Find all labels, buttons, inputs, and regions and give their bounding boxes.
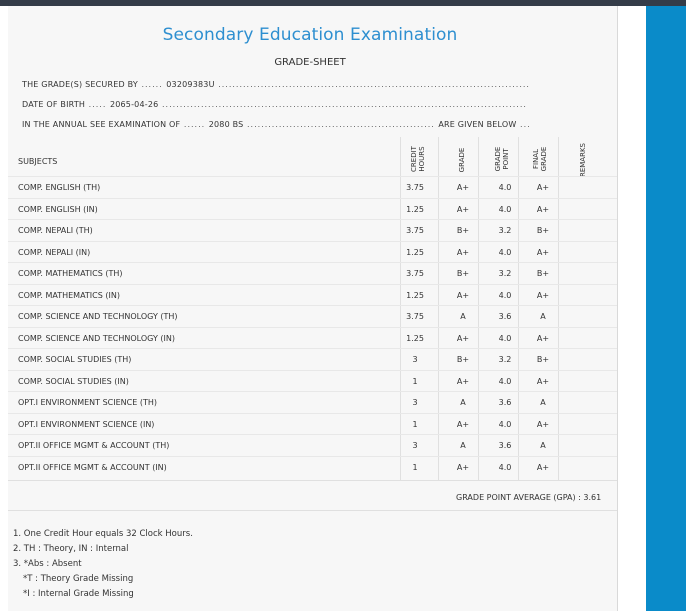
grade-point-cell: 4.0 xyxy=(498,376,512,386)
table-row xyxy=(8,198,617,220)
final-grade-cell: A xyxy=(540,312,546,321)
subject-cell: COMP. ENGLISH (IN) xyxy=(18,204,98,214)
gpa-summary: GRADE POINT AVERAGE (GPA) : 3.61 xyxy=(456,493,602,502)
credit-hours-cell: 3.75 xyxy=(406,269,424,278)
grade-point-cell: 4.0 xyxy=(498,204,512,214)
subject-cell: COMP. ENGLISH (TH) xyxy=(18,183,101,192)
table-row xyxy=(8,391,617,413)
page-title: Secondary Education Examination xyxy=(162,25,458,45)
credit-hours-cell: 3.75 xyxy=(406,183,424,192)
grade-header: GRADE xyxy=(458,147,466,173)
grade-cell: B+ xyxy=(456,269,470,278)
subject-cell: COMP. MATHEMATICS (TH) xyxy=(18,269,123,278)
grade-point-cell: 3.2 xyxy=(498,226,512,235)
exam-label: IN THE ANNUAL SEE EXAMINATION OF xyxy=(22,120,181,129)
final-grade-cell: B+ xyxy=(536,269,550,278)
credit-hours-cell: 3 xyxy=(412,441,418,450)
subject-cell: COMP. SCIENCE AND TECHNOLOGY (TH) xyxy=(18,312,178,321)
table-bottom-line xyxy=(8,480,617,481)
grade-cell: A+ xyxy=(456,247,470,257)
grade-cell: A xyxy=(460,441,466,450)
grade-cell: A xyxy=(460,312,466,321)
grade-point-cell: 3.6 xyxy=(498,398,512,407)
final-grade-cell: B+ xyxy=(536,226,550,235)
note-item: *I : Internal Grade Missing xyxy=(23,589,134,599)
date-of-birth: 2065-04-26 xyxy=(109,100,159,109)
symbol-number: 03209383U xyxy=(166,80,215,89)
final-grade-cell: A+ xyxy=(536,290,550,300)
subject-cell: COMP. SOCIAL STUDIES (TH) xyxy=(18,355,132,364)
given-below-label: ARE GIVEN BELOW xyxy=(438,120,517,129)
note-item: 3. *Abs : Absent xyxy=(13,559,82,569)
subject-cell: OPT.II OFFICE MGMT & ACCOUNT (TH) xyxy=(18,441,170,450)
note-item: *T : Theory Grade Missing xyxy=(23,574,134,584)
credit-hours-cell: 3 xyxy=(412,398,418,407)
credit-hours-cell: 3.75 xyxy=(406,312,424,321)
subject-cell: OPT.I ENVIRONMENT SCIENCE (TH) xyxy=(18,398,157,407)
grade-cell: B+ xyxy=(456,226,470,235)
grade-cell: A+ xyxy=(456,419,470,429)
table-row xyxy=(8,327,617,349)
grade-point-cell: 4.0 xyxy=(498,183,512,192)
final-grade-cell: B+ xyxy=(536,355,550,364)
grade-point-cell: 3.6 xyxy=(498,441,512,450)
grade-cell: B+ xyxy=(456,355,470,364)
dob-line: DATE OF BIRTH ..... 2065-04-26 ....................................................................................................... xyxy=(22,100,527,109)
grade-cell: A+ xyxy=(456,183,470,192)
credit-hours-cell: 1 xyxy=(412,462,418,472)
final-grade-cell: A xyxy=(540,441,546,450)
grade-cell: A+ xyxy=(456,333,470,343)
grade-cell: A+ xyxy=(456,376,470,386)
final-grade-cell: A+ xyxy=(536,462,550,472)
credit-hours-cell: 1 xyxy=(412,419,418,429)
grade-cell: A xyxy=(460,398,466,407)
credit-hours-cell: 3.75 xyxy=(406,226,424,235)
credit-hours-header: CREDIT HOURS xyxy=(410,146,426,172)
table-row xyxy=(8,456,617,478)
final-grade-cell: A+ xyxy=(536,333,550,343)
grade-point-cell: 3.2 xyxy=(498,269,512,278)
credit-hours-cell: 1.25 xyxy=(406,247,424,257)
exam-line: IN THE ANNUAL SEE EXAMINATION OF ...... 2080 BS ..................................................... ARE GIVEN BELOW ... xyxy=(22,120,531,129)
grade-cell: A+ xyxy=(456,290,470,300)
grade-cell: A+ xyxy=(456,462,470,472)
credit-hours-cell: 1 xyxy=(412,376,418,386)
final-grade-cell: A+ xyxy=(536,419,550,429)
gpa-divider xyxy=(8,510,617,511)
subject-cell: OPT.II OFFICE MGMT & ACCOUNT (IN) xyxy=(18,462,167,472)
subject-cell: COMP. SCIENCE AND TECHNOLOGY (IN) xyxy=(18,333,175,343)
note-item: 2. TH : Theory, IN : Internal xyxy=(13,544,129,554)
final-grade-cell: A+ xyxy=(536,247,550,257)
subject-cell: COMP. NEPALI (TH) xyxy=(18,226,93,235)
grade-point-cell: 4.0 xyxy=(498,333,512,343)
final-grade-cell: A+ xyxy=(536,376,550,386)
table-row xyxy=(8,241,617,263)
table-row xyxy=(8,219,617,241)
grade-point-header: GRADE POINT xyxy=(494,146,510,172)
credit-hours-cell: 3 xyxy=(412,355,418,364)
table-row xyxy=(8,370,617,392)
credit-hours-cell: 1.25 xyxy=(406,204,424,214)
remarks-header: REMARKS xyxy=(579,143,587,178)
dob-label: DATE OF BIRTH xyxy=(22,100,86,109)
grade-point-cell: 4.0 xyxy=(498,419,512,429)
subjects-header: SUBJECTS xyxy=(18,157,58,166)
document-edge xyxy=(617,6,618,611)
credit-hours-cell: 1.25 xyxy=(406,333,424,343)
table-row xyxy=(8,284,617,306)
secured-by-label: THE GRADE(S) SECURED BY xyxy=(22,80,138,89)
notes-section xyxy=(13,527,193,602)
page-subtitle: GRADE-SHEET xyxy=(274,57,346,68)
secured-by-line: THE GRADE(S) SECURED BY ...... 03209383U ........................................................................................ xyxy=(22,80,530,89)
subject-cell: OPT.I ENVIRONMENT SCIENCE (IN) xyxy=(18,419,155,429)
grade-point-cell: 3.2 xyxy=(498,355,512,364)
final-grade-header: FINAL GRADE xyxy=(532,146,548,172)
table-row xyxy=(8,348,617,370)
grade-cell: A+ xyxy=(456,204,470,214)
final-grade-cell: A+ xyxy=(536,204,550,214)
subject-cell: COMP. SOCIAL STUDIES (IN) xyxy=(18,376,129,386)
grade-point-cell: 3.6 xyxy=(498,312,512,321)
grade-point-cell: 4.0 xyxy=(498,290,512,300)
table-row xyxy=(8,413,617,435)
grade-point-cell: 4.0 xyxy=(498,247,512,257)
final-grade-cell: A xyxy=(540,398,546,407)
table-row xyxy=(8,434,617,456)
subject-cell: COMP. NEPALI (IN) xyxy=(18,247,91,257)
final-grade-cell: A+ xyxy=(536,183,550,192)
credit-hours-cell: 1.25 xyxy=(406,290,424,300)
side-panel xyxy=(646,6,686,611)
table-row xyxy=(8,176,617,198)
note-item: 1. One Credit Hour equals 32 Clock Hours. xyxy=(13,529,193,539)
table-row xyxy=(8,262,617,284)
exam-year: 2080 BS xyxy=(208,120,244,129)
subject-cell: COMP. MATHEMATICS (IN) xyxy=(18,290,120,300)
table-row xyxy=(8,305,617,327)
grade-point-cell: 4.0 xyxy=(498,462,512,472)
